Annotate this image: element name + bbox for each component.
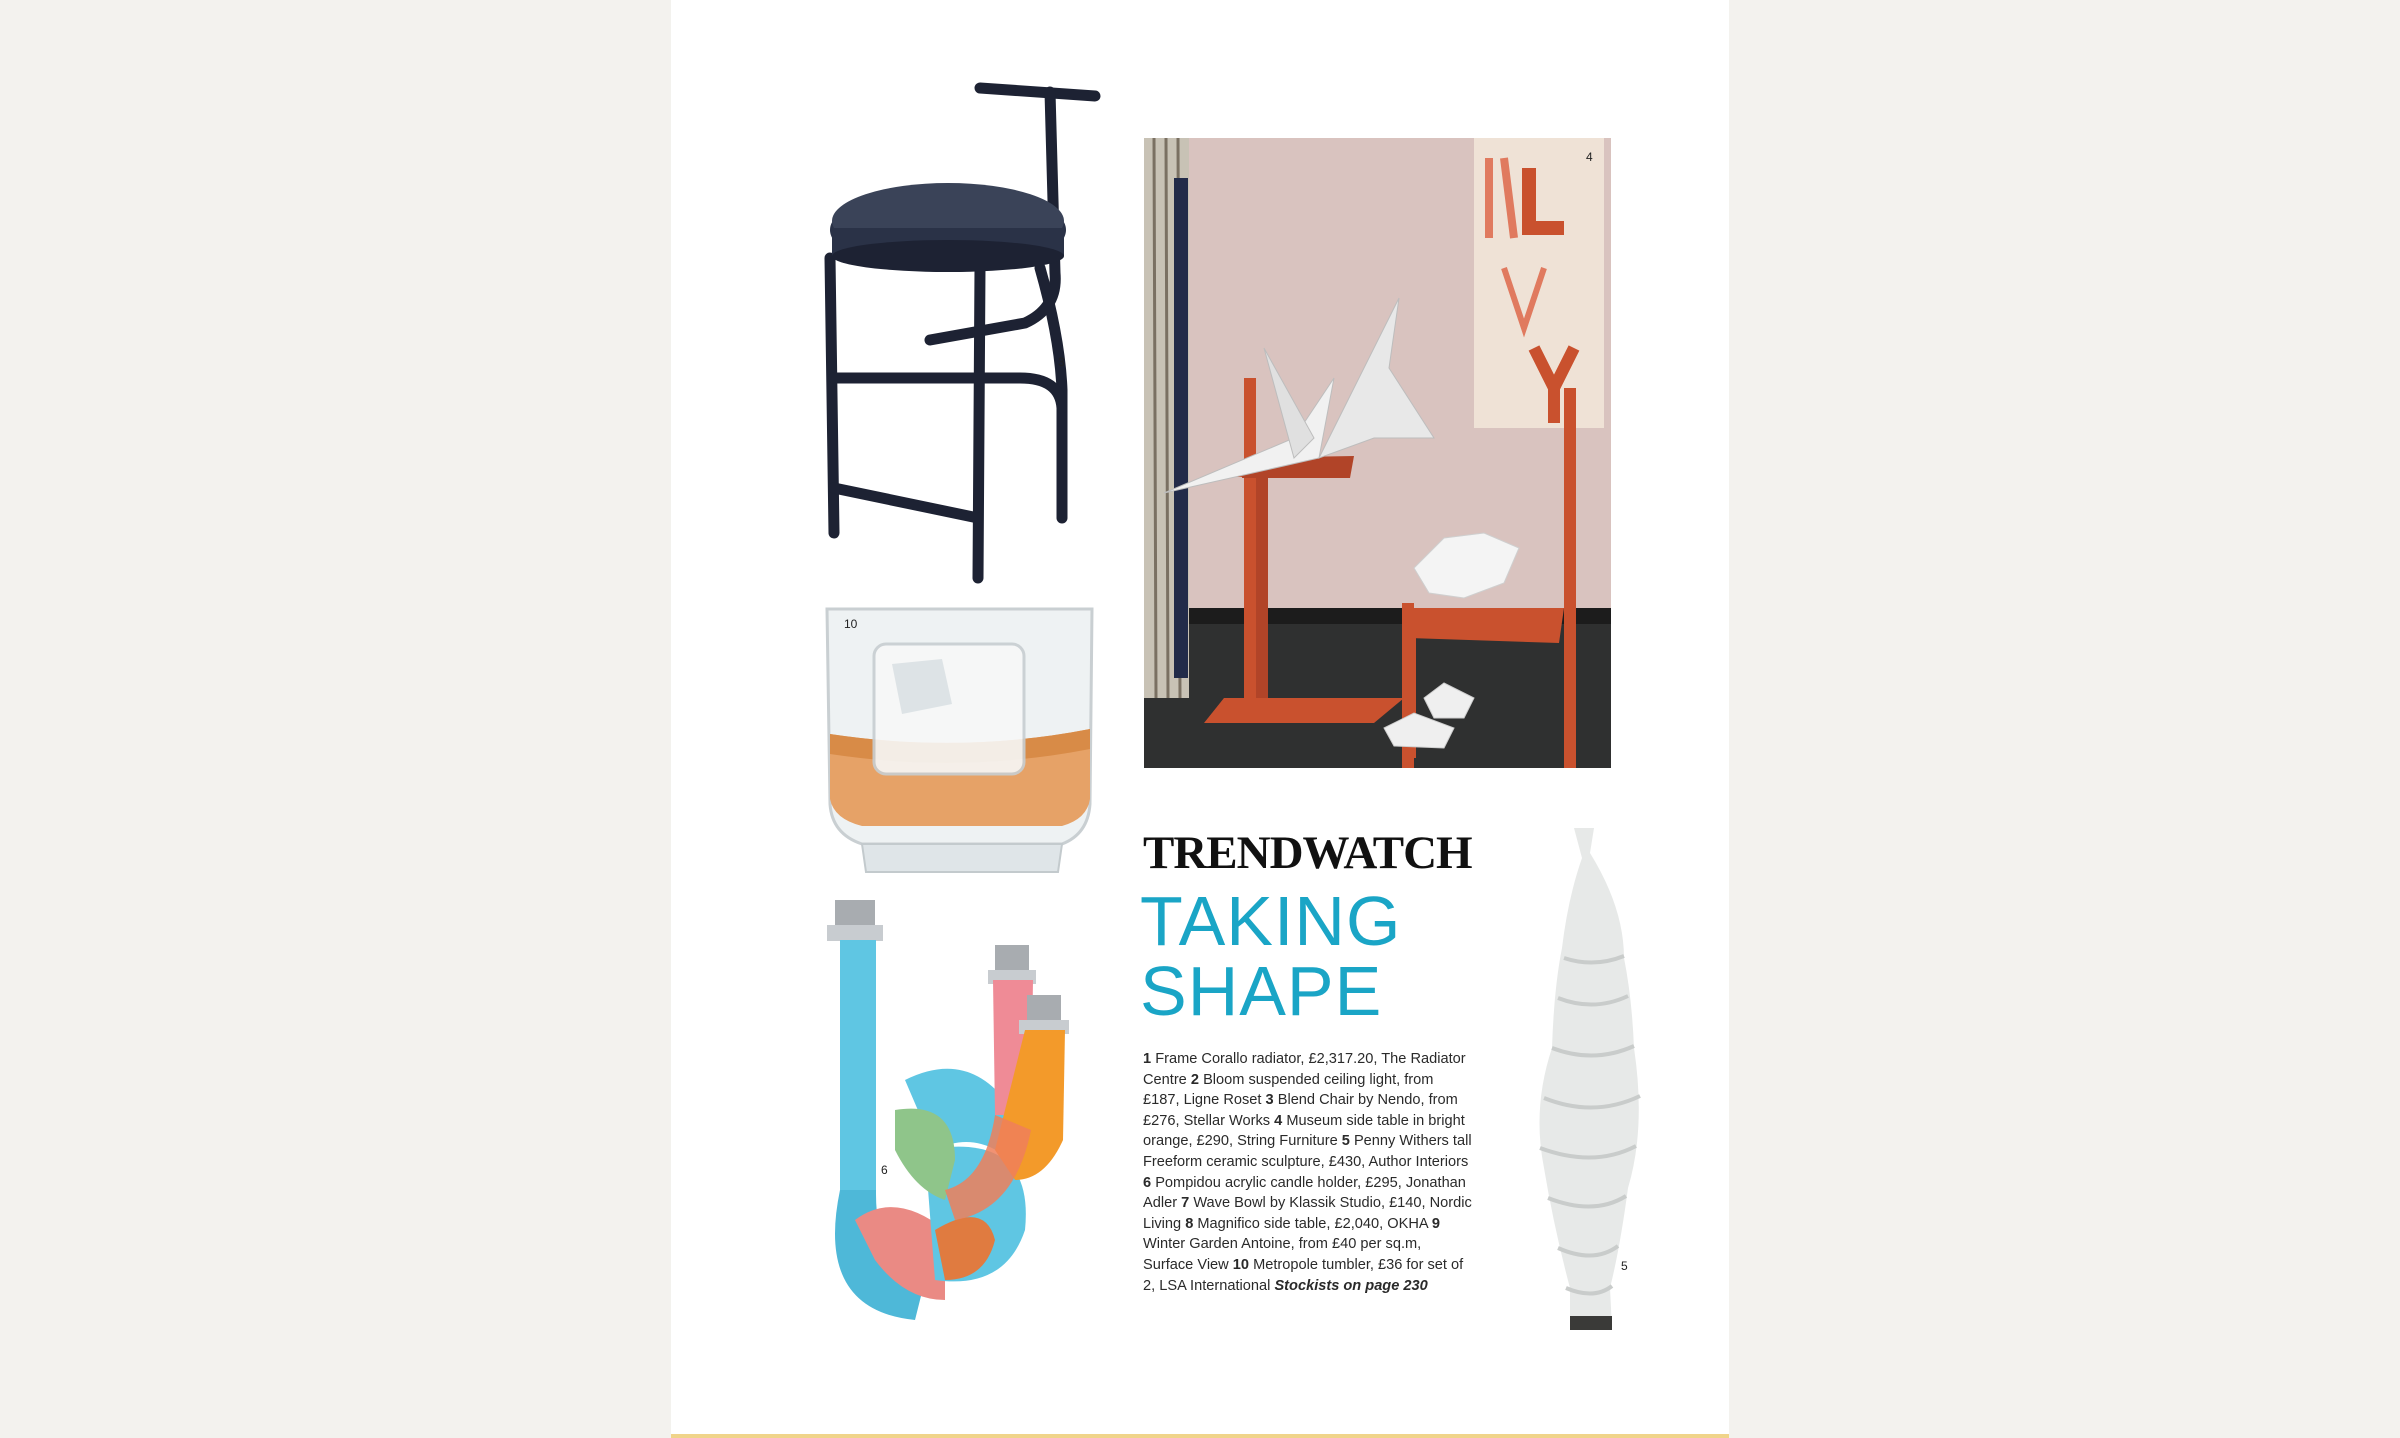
page-bottom-rule: [671, 1434, 1729, 1438]
credit-item: 5 Penny Withers tall Freeform ceramic sculpture, £430, Author Interiors: [1143, 1133, 1472, 1170]
chair-image: [800, 78, 1100, 583]
tumbler-image: [822, 604, 1096, 876]
credit-item: 10 Metropole tumbler, £36 for set of 2, LSA International: [1143, 1256, 1464, 1294]
figure-number: 5: [1621, 1259, 1628, 1273]
ceramic-vase-image: [1524, 828, 1664, 1333]
credit-item: 1 Frame Corallo radiator, £2,317.20, The Radiator Centre: [1143, 1051, 1466, 1088]
candle-holder-image: [795, 900, 1115, 1338]
credit-item: 3 Blend Chair by Nendo, from £276, Stellar Works: [1143, 1092, 1458, 1129]
headline-line: TAKING: [1140, 882, 1402, 960]
figure-number: 4: [1586, 150, 1593, 164]
section-title: TRENDWATCH: [1143, 827, 1472, 879]
headline-line: SHAPE: [1140, 952, 1383, 1030]
credit-item: 8 Magnifico side table, £2,040, OKHA: [1185, 1215, 1428, 1232]
headline: [1140, 882, 1402, 1030]
credit-item: 2 Bloom suspended ceiling light, from £187, Ligne Roset: [1143, 1071, 1434, 1109]
product-credits: [1143, 1049, 1473, 1296]
credit-item: 6 Pompidou acrylic candle holder, £295, Jonathan Adler: [1143, 1174, 1466, 1212]
credit-item: 7 Wave Bowl by Klassik Studio, £140, Nordic Living: [1143, 1195, 1472, 1232]
stockists-note: Stockists on page 230: [1274, 1277, 1428, 1294]
side-table-photo: [1144, 138, 1611, 768]
figure-number: 3: [1058, 355, 1065, 369]
figure-number: 10: [844, 617, 858, 631]
credit-item: 9 Winter Garden Antoine, from £40 per sq.m, Surface View: [1143, 1215, 1440, 1273]
figure-number: 6: [881, 1163, 888, 1177]
credit-item: 4 Museum side table in bright orange, £290, String Furniture: [1143, 1112, 1465, 1150]
